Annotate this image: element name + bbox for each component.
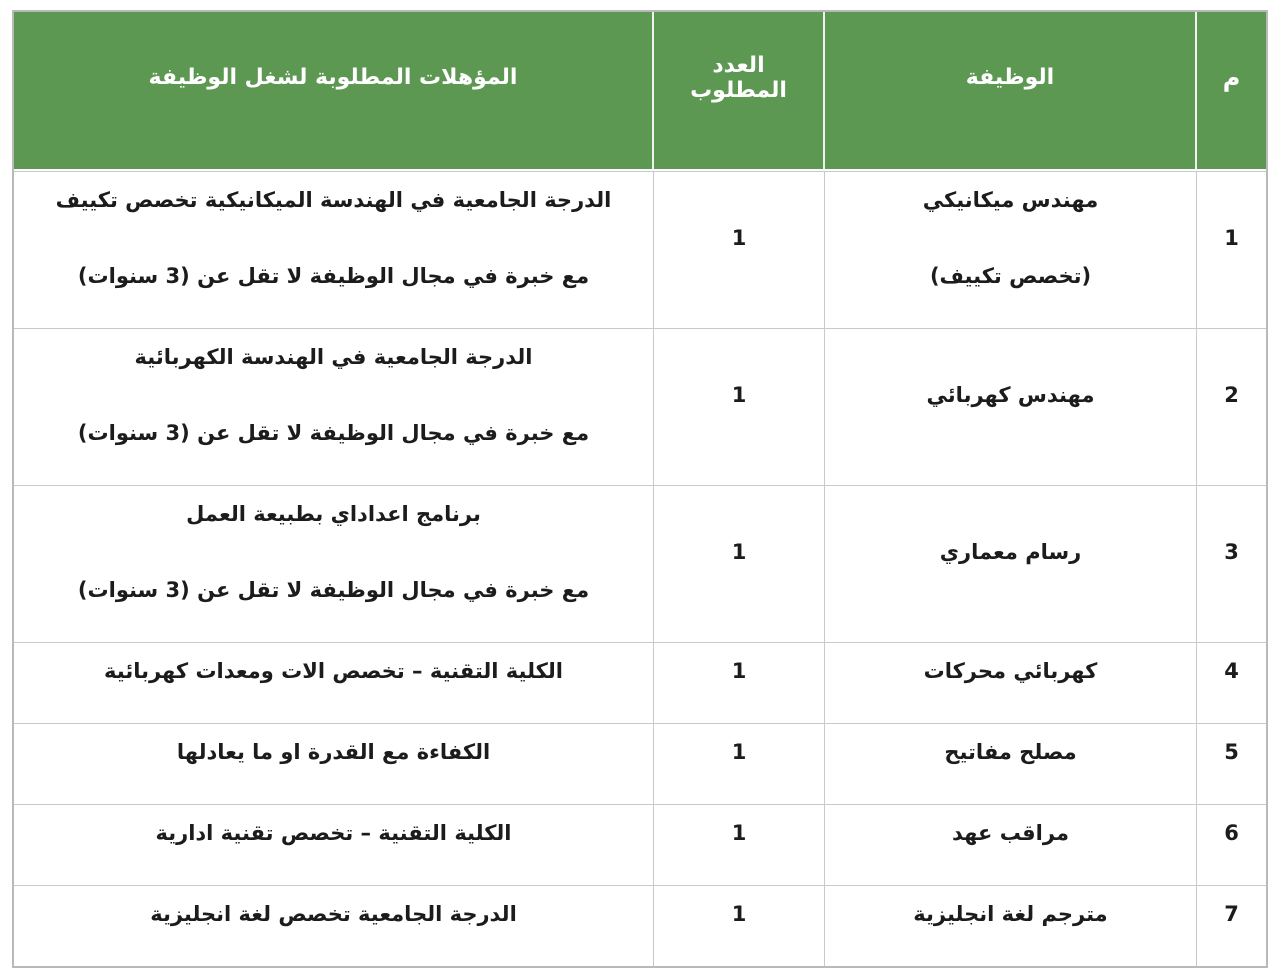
row-number-cell: 6 xyxy=(1197,804,1266,885)
job-title-cell-text: مهندس ميكانيكي xyxy=(922,188,1099,213)
job-title-cell-text: رسام معماري xyxy=(939,539,1082,564)
job-title-cell-text: مترجم لغة انجليزية xyxy=(913,901,1108,926)
required-count-cell: 1 xyxy=(654,171,825,328)
required-count-cell: 1 xyxy=(654,804,825,885)
job-title-cell-text: كهربائي محركات xyxy=(923,658,1098,683)
row-number-cell: 5 xyxy=(1197,723,1266,804)
header-cell-required-count: العدد المطلوب xyxy=(654,12,825,171)
qualifications-cell xyxy=(14,642,654,723)
qualifications-cell-text: برنامج اعداداي بطبيعة العمل xyxy=(186,502,481,527)
qualifications-cell-text: مع خبرة في مجال الوظيفة لا تقل عن (3 سنوات) xyxy=(77,263,590,288)
required-count-cell: 1 xyxy=(654,485,825,642)
table-row xyxy=(14,485,1266,642)
job-title-cell-text: مراقب عهد xyxy=(952,820,1069,845)
job-title-cell xyxy=(825,328,1197,485)
job-title-cell xyxy=(825,723,1197,804)
job-title-cell-text: مصلح مفاتيح xyxy=(944,739,1077,764)
qualifications-cell-text: مع خبرة في مجال الوظيفة لا تقل عن (3 سنوات) xyxy=(77,577,590,602)
table-row xyxy=(14,723,1266,804)
job-title-cell-text: (تخصص تكييف) xyxy=(929,263,1092,288)
table-row xyxy=(14,171,1266,328)
qualifications-cell xyxy=(14,723,654,804)
required-count-cell: 1 xyxy=(654,328,825,485)
job-title-cell xyxy=(825,804,1197,885)
qualifications-cell-text: الدرجة الجامعية في الهندسة الميكانيكية تخصص تكييف xyxy=(55,188,612,213)
qualifications-cell-text: الدرجة الجامعية تخصص لغة انجليزية xyxy=(150,901,517,926)
qualifications-cell-text: الكلية التقنية – تخصص تقنية ادارية xyxy=(155,820,512,845)
qualifications-cell-text: الكفاءة مع القدرة او ما يعادلها xyxy=(176,739,491,764)
qualifications-cell xyxy=(14,885,654,966)
header-row xyxy=(14,12,1266,171)
qualifications-cell-text: الكلية التقنية – تخصص الات ومعدات كهربائية xyxy=(104,658,563,683)
table-row xyxy=(14,328,1266,485)
qualifications-cell-text: الدرجة الجامعية في الهندسة الكهربائية xyxy=(134,345,533,370)
job-title-cell xyxy=(825,485,1197,642)
qualifications-cell xyxy=(14,804,654,885)
row-number-cell: 7 xyxy=(1197,885,1266,966)
table-row xyxy=(14,885,1266,966)
job-title-cell xyxy=(825,642,1197,723)
header-cell-job: الوظيفة xyxy=(825,12,1197,171)
row-number-cell: 4 xyxy=(1197,642,1266,723)
jobs-table-wrapper xyxy=(12,10,1268,968)
jobs-table xyxy=(14,12,1266,966)
qualifications-cell-text: مع خبرة في مجال الوظيفة لا تقل عن (3 سنوات) xyxy=(77,420,590,445)
job-title-cell xyxy=(825,885,1197,966)
row-number-cell: 1 xyxy=(1197,171,1266,328)
header-cell-qualifications: المؤهلات المطلوبة لشغل الوظيفة xyxy=(14,12,654,171)
required-count-cell: 1 xyxy=(654,723,825,804)
qualifications-cell xyxy=(14,328,654,485)
table-body xyxy=(14,171,1266,966)
job-title-cell-text: مهندس كهربائي xyxy=(926,382,1095,407)
required-count-cell: 1 xyxy=(654,642,825,723)
table-row xyxy=(14,804,1266,885)
qualifications-cell xyxy=(14,485,654,642)
table-header xyxy=(14,12,1266,171)
job-title-cell xyxy=(825,171,1197,328)
table-row xyxy=(14,642,1266,723)
required-count-cell: 1 xyxy=(654,885,825,966)
header-cell-number: م xyxy=(1197,12,1266,171)
row-number-cell: 3 xyxy=(1197,485,1266,642)
page xyxy=(0,10,1280,962)
qualifications-cell xyxy=(14,171,654,328)
row-number-cell: 2 xyxy=(1197,328,1266,485)
